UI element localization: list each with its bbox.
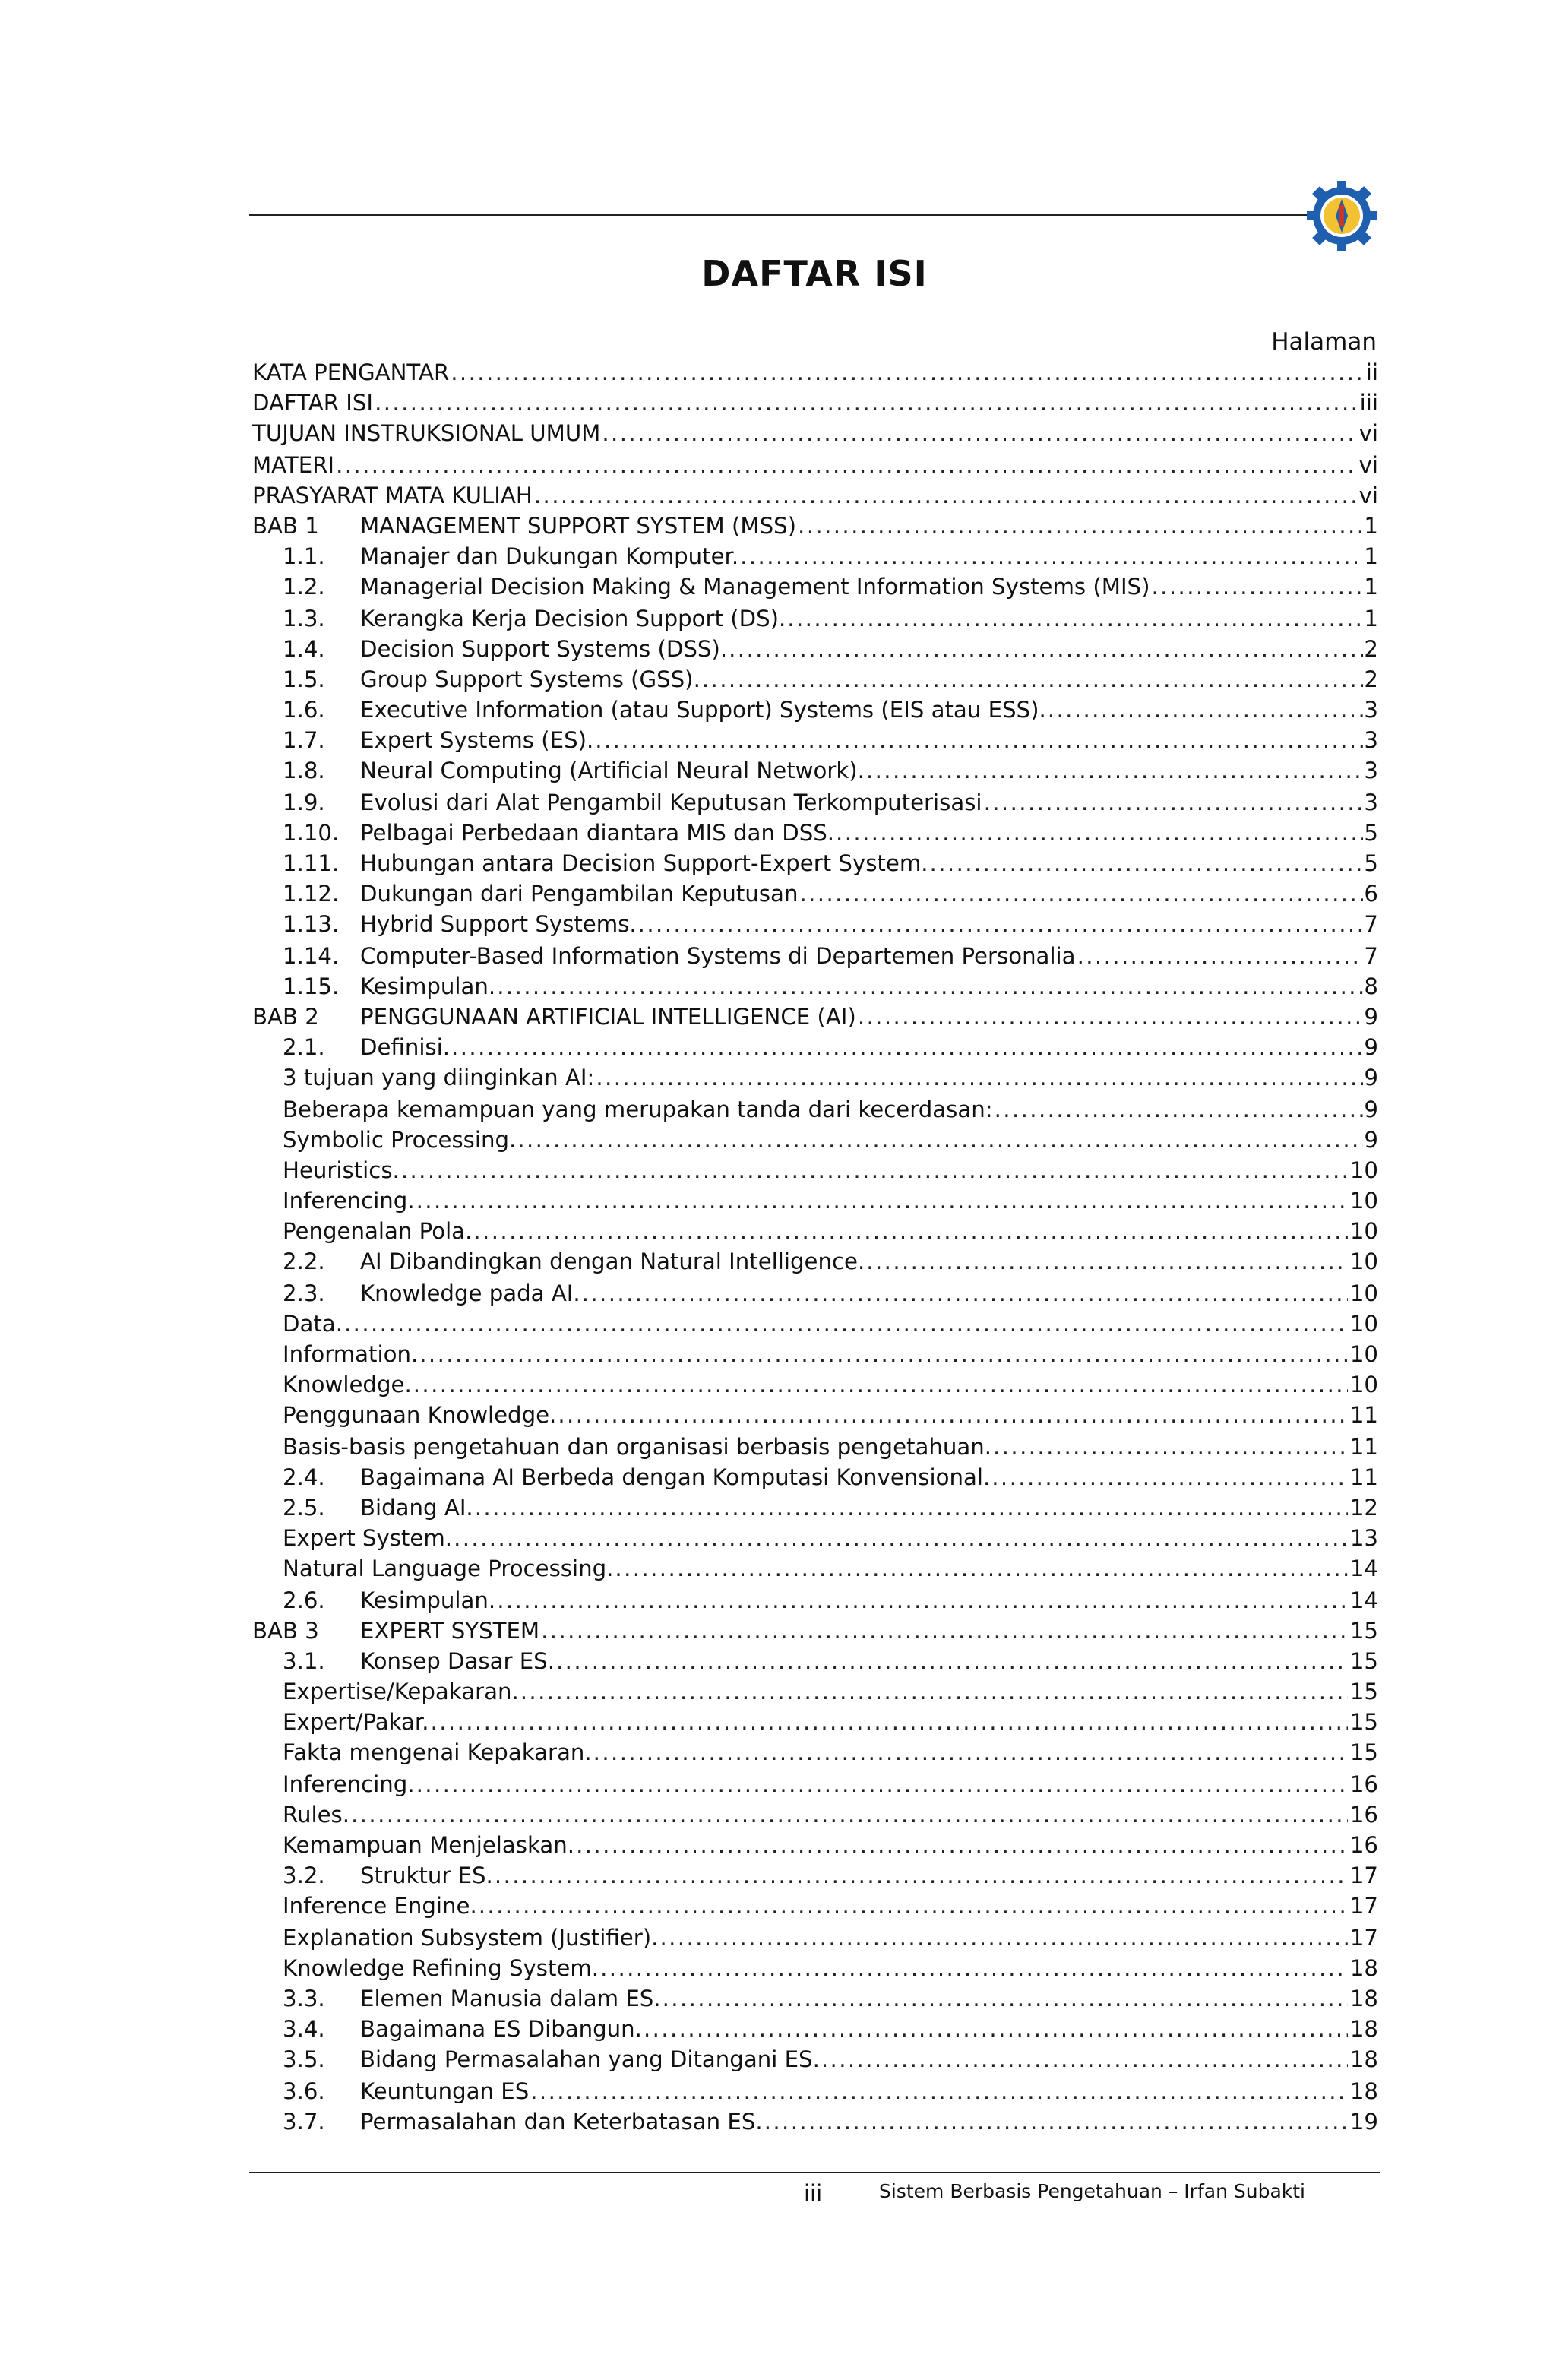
toc-entry-page: 1 bbox=[1364, 513, 1378, 540]
toc-entry-title: Basis-basis pengetahuan dan organisasi berbasis pengetahuan. bbox=[283, 1434, 992, 1461]
toc-entry[interactable] bbox=[252, 973, 1378, 1003]
toc-entry-page: 11 bbox=[1349, 1464, 1378, 1491]
toc-entry[interactable] bbox=[252, 1985, 1378, 2015]
toc-entry-title: Manajer dan Dukungan Komputer. bbox=[360, 544, 739, 571]
toc-entry[interactable] bbox=[252, 1432, 1378, 1463]
toc-entry-page: 2 bbox=[1364, 666, 1378, 693]
toc-dot-leader bbox=[596, 1065, 1362, 1095]
toc-entry-page: 15 bbox=[1349, 1648, 1378, 1675]
toc-entry-page: 17 bbox=[1349, 1863, 1378, 1890]
toc-dot-leader bbox=[615, 1556, 1348, 1586]
toc-entry-number: 1.2. bbox=[283, 574, 325, 601]
toc-dot-leader bbox=[413, 1371, 1349, 1401]
toc-dot-leader bbox=[1077, 942, 1363, 972]
toc-dot-leader bbox=[454, 1524, 1349, 1555]
toc-dot-leader bbox=[375, 389, 1358, 419]
toc-dot-leader bbox=[479, 1893, 1349, 1923]
toc-dot-leader bbox=[336, 451, 1358, 481]
toc-entry-title: Keuntungan ES bbox=[360, 2078, 530, 2104]
toc-entry-number: BAB 3 bbox=[252, 1618, 319, 1644]
toc-entry[interactable] bbox=[252, 1831, 1378, 1862]
toc-entry-title: Evolusi dari Alat Pengambil Keputusan Terkomputerisasi bbox=[360, 790, 982, 816]
toc-entry[interactable] bbox=[252, 512, 1378, 543]
toc-entry[interactable] bbox=[252, 2015, 1378, 2046]
toc-entry-title: Kesimpulan. bbox=[360, 1587, 496, 1613]
toc-entry-title: DAFTAR ISI bbox=[252, 391, 374, 417]
toc-entry[interactable] bbox=[252, 389, 1378, 419]
toc-entry-title: Elemen Manusia dalam ES. bbox=[360, 1986, 661, 2012]
toc-entry[interactable] bbox=[252, 1893, 1378, 1923]
toc-entry-title: Bagaimana AI Berbeda dengan Komputasi Konvensional. bbox=[360, 1464, 991, 1491]
toc-entry-title: Hybrid Support Systems. bbox=[360, 912, 637, 938]
toc-entry-page: 18 bbox=[1349, 2078, 1378, 2104]
page-column-label: Halaman bbox=[1271, 328, 1377, 356]
toc-entry-title: Kemampuan Menjelaskan. bbox=[283, 1833, 575, 1859]
toc-entry-title: Group Support Systems (GSS). bbox=[360, 666, 701, 693]
toc-entry-page: 9 bbox=[1364, 1004, 1378, 1030]
toc-entry-number: BAB 2 bbox=[252, 1004, 319, 1030]
toc-entry-title: Heuristics. bbox=[283, 1157, 400, 1184]
toc-entry-title: PRASYARAT MATA KULIAH bbox=[252, 483, 533, 509]
toc-entry-title: Inferencing. bbox=[283, 1188, 415, 1215]
toc-entry-page: vi bbox=[1358, 421, 1378, 448]
toc-entry-number: 1.7. bbox=[283, 728, 325, 755]
toc-entry-title: Dukungan dari Pengambilan Keputusan bbox=[360, 881, 799, 908]
toc-entry-title: Managerial Decision Making & Management Information Systems (MIS) bbox=[360, 574, 1150, 601]
footer-credit: Sistem Berbasis Pengetahuan – Irfan Subakti bbox=[879, 2179, 1305, 2202]
toc-entry[interactable] bbox=[252, 1187, 1378, 1217]
toc-entry-title: Knowledge pada AI. bbox=[360, 1280, 580, 1307]
toc-entry-page: 11 bbox=[1349, 1434, 1378, 1461]
toc-entry-page: 15 bbox=[1349, 1740, 1378, 1767]
toc-dot-leader bbox=[991, 1464, 1349, 1494]
toc-entry[interactable] bbox=[252, 543, 1378, 573]
toc-entry-page: 11 bbox=[1349, 1403, 1378, 1429]
toc-entry-title: Knowledge. bbox=[283, 1372, 412, 1399]
toc-entry-title: Struktur ES. bbox=[360, 1863, 493, 1890]
toc-dot-leader bbox=[993, 1432, 1349, 1463]
toc-entry[interactable] bbox=[252, 1218, 1378, 1249]
toc-entry-number: 2.6. bbox=[283, 1587, 325, 1613]
toc-dot-leader bbox=[576, 1831, 1349, 1862]
toc-entry-page: vi bbox=[1358, 452, 1378, 479]
toc-dot-leader bbox=[858, 1003, 1363, 1033]
toc-entry-page: 1 bbox=[1364, 544, 1378, 571]
toc-entry-page: 7 bbox=[1364, 912, 1378, 938]
toc-entry-number: 1.9. bbox=[283, 790, 325, 816]
toc-dot-leader bbox=[798, 512, 1362, 543]
toc-dot-leader bbox=[866, 1249, 1349, 1279]
toc-entry-page: 9 bbox=[1364, 1097, 1378, 1122]
toc-entry[interactable] bbox=[252, 1310, 1378, 1340]
toc-dot-leader bbox=[475, 1494, 1349, 1524]
toc-entry[interactable] bbox=[252, 1801, 1378, 1831]
toc-dot-leader bbox=[1048, 696, 1363, 726]
toc-entry[interactable] bbox=[252, 359, 1378, 389]
toc-dot-leader bbox=[556, 1647, 1349, 1678]
toc-entry-page: 17 bbox=[1349, 1925, 1378, 1951]
toc-entry-number: BAB 1 bbox=[252, 513, 319, 540]
footer-rule bbox=[249, 2172, 1380, 2173]
toc-dot-leader bbox=[419, 1340, 1349, 1371]
toc-entry[interactable] bbox=[252, 2077, 1378, 2107]
toc-entry-title: Expert Systems (ES). bbox=[360, 728, 594, 755]
toc-entry-number: 2.3. bbox=[283, 1280, 325, 1307]
toc-entry[interactable] bbox=[252, 1095, 1378, 1125]
toc-entry-page: 2 bbox=[1364, 636, 1378, 663]
toc-entry[interactable] bbox=[252, 1464, 1378, 1494]
toc-entry-page: 7 bbox=[1364, 943, 1378, 970]
toc-dot-leader bbox=[473, 1218, 1348, 1249]
toc-entry-title: Bagaimana ES Dibangun. bbox=[360, 2017, 642, 2043]
toc-entry-number: 2.1. bbox=[283, 1035, 325, 1062]
toc-entry-number: 1.4. bbox=[283, 636, 325, 663]
toc-entry[interactable] bbox=[252, 819, 1378, 850]
toc-entry[interactable] bbox=[252, 1709, 1378, 1739]
toc-entry-page: 16 bbox=[1349, 1771, 1378, 1798]
toc-dot-leader bbox=[729, 635, 1362, 665]
toc-entry-number: 1.3. bbox=[283, 606, 325, 631]
toc-entry-page: vi bbox=[1358, 483, 1378, 509]
toc-entry-page: 10 bbox=[1349, 1342, 1378, 1368]
toc-dot-leader bbox=[582, 1279, 1349, 1309]
toc-entry-page: 8 bbox=[1364, 973, 1378, 1000]
toc-entry-number: 2.2. bbox=[283, 1249, 325, 1276]
toc-entry-page: ii bbox=[1365, 360, 1378, 386]
toc-entry[interactable] bbox=[252, 2107, 1378, 2138]
toc-entry[interactable] bbox=[252, 1279, 1378, 1309]
toc-entry-title: Symbolic Processing. bbox=[283, 1127, 517, 1154]
toc-entry-page: 19 bbox=[1349, 2109, 1378, 2135]
toc-entry-page: 17 bbox=[1349, 1894, 1378, 1920]
toc-dot-leader bbox=[530, 2077, 1349, 2107]
page-title: DAFTAR ISI bbox=[701, 255, 928, 295]
toc-entry-title: Executive Information (atau Support) Systems (EIS atau ESS). bbox=[360, 698, 1046, 724]
toc-entry-number: 1.5. bbox=[283, 666, 325, 693]
toc-entry-number: 2.5. bbox=[283, 1495, 325, 1521]
toc-entry-title: Kerangka Kerja Decision Support (DS). bbox=[360, 606, 786, 631]
toc-entry-page: 10 bbox=[1349, 1219, 1378, 1245]
toc-entry-title: Expert/Pakar. bbox=[283, 1710, 429, 1736]
toc-entry-title: PENGGUNAAN ARTIFICIAL INTELLIGENCE (AI) bbox=[360, 1004, 856, 1030]
toc-entry-title: Inferencing. bbox=[283, 1771, 415, 1798]
footer-page-number: iii bbox=[804, 2182, 823, 2207]
toc-entry-title: 3 tujuan yang diinginkan AI: bbox=[283, 1065, 595, 1092]
toc-dot-leader bbox=[451, 1033, 1362, 1064]
toc-dot-leader bbox=[593, 1739, 1349, 1770]
toc-dot-leader bbox=[995, 1095, 1363, 1125]
toc-entry-page: 16 bbox=[1349, 1802, 1378, 1828]
toc-entry-page: 18 bbox=[1349, 1986, 1378, 2012]
toc-dot-leader bbox=[799, 880, 1362, 910]
toc-dot-leader bbox=[401, 1157, 1349, 1187]
toc-entry[interactable] bbox=[252, 1954, 1378, 1985]
toc-entry-page: iii bbox=[1359, 391, 1378, 417]
toc-entry-page: 1 bbox=[1364, 606, 1378, 631]
toc-entry-number: 3.3. bbox=[283, 1986, 325, 2012]
toc-dot-leader bbox=[517, 1125, 1362, 1156]
toc-entry-page: 18 bbox=[1349, 1955, 1378, 1982]
toc-dot-leader bbox=[602, 420, 1357, 451]
toc-entry[interactable] bbox=[252, 1065, 1378, 1095]
toc-entry-title: Definisi. bbox=[360, 1035, 451, 1062]
toc-entry[interactable] bbox=[252, 1616, 1378, 1647]
toc-entry-title: Konsep Dasar ES. bbox=[360, 1648, 555, 1675]
toc-dot-leader bbox=[659, 1923, 1348, 1954]
toc-dot-leader bbox=[497, 1586, 1349, 1616]
toc-entry[interactable] bbox=[252, 850, 1378, 880]
toc-entry-page: 18 bbox=[1349, 2017, 1378, 2043]
toc-entry-number: 1.1. bbox=[283, 544, 325, 571]
toc-entry-title: Bidang AI. bbox=[360, 1495, 473, 1521]
toc-entry[interactable] bbox=[252, 1739, 1378, 1770]
toc-entry-number: 3.7. bbox=[283, 2109, 325, 2135]
toc-entry-page: 12 bbox=[1349, 1495, 1378, 1521]
toc-dot-leader bbox=[431, 1709, 1349, 1739]
toc-entry[interactable] bbox=[252, 635, 1378, 665]
toc-entry[interactable] bbox=[252, 1003, 1378, 1033]
toc-entry-title: Expertise/Kepakaran. bbox=[283, 1679, 519, 1706]
toc-entry-title: Fakta mengenai Kepakaran. bbox=[283, 1740, 592, 1767]
toc-dot-leader bbox=[866, 758, 1362, 788]
toc-entry-page: 10 bbox=[1349, 1280, 1378, 1307]
toc-dot-leader bbox=[984, 788, 1363, 818]
toc-dot-leader bbox=[821, 2046, 1349, 2077]
toc-entry-title: Knowledge Refining System. bbox=[283, 1955, 599, 1982]
toc-dot-leader bbox=[497, 973, 1362, 1003]
toc-entry-page: 10 bbox=[1349, 1188, 1378, 1215]
toc-dot-leader bbox=[416, 1770, 1349, 1800]
toc-entry[interactable] bbox=[252, 1157, 1378, 1187]
toc-entry-page: 16 bbox=[1349, 1833, 1378, 1859]
toc-entry-title: Computer-Based Information Systems di Departemen Personalia bbox=[360, 943, 1076, 970]
toc-entry[interactable] bbox=[252, 1770, 1378, 1800]
toc-dot-leader bbox=[644, 2015, 1349, 2046]
toc-entry-title: MANAGEMENT SUPPORT SYSTEM (MSS) bbox=[360, 513, 797, 540]
toc-entry-number: 1.6. bbox=[283, 698, 325, 724]
toc-dot-leader bbox=[638, 911, 1363, 942]
toc-entry[interactable] bbox=[252, 1586, 1378, 1616]
toc-entry[interactable] bbox=[252, 1923, 1378, 1954]
toc-entry[interactable] bbox=[252, 420, 1378, 451]
toc-entry-page: 14 bbox=[1349, 1587, 1378, 1613]
toc-entry-page: 13 bbox=[1349, 1526, 1378, 1552]
toc-entry-number: 1.10. bbox=[283, 820, 340, 847]
university-gear-emblem-icon bbox=[1301, 178, 1383, 254]
toc-entry[interactable] bbox=[252, 1340, 1378, 1371]
toc-entry[interactable] bbox=[252, 788, 1378, 818]
toc-entry-page: 18 bbox=[1349, 2047, 1378, 2074]
toc-entry-number: 3.4. bbox=[283, 2017, 325, 2043]
toc-entry-title: AI Dibandingkan dengan Natural Intelligence. bbox=[360, 1249, 865, 1276]
toc-dot-leader bbox=[836, 819, 1362, 850]
toc-entry-number: 1.13. bbox=[283, 912, 340, 938]
toc-entry[interactable] bbox=[252, 1556, 1378, 1586]
toc-entry-page: 15 bbox=[1349, 1710, 1378, 1736]
table-of-contents bbox=[252, 359, 1378, 2138]
toc-entry-number: 1.12. bbox=[283, 881, 340, 908]
toc-entry-number: 3.1. bbox=[283, 1648, 325, 1675]
toc-entry-title: Explanation Subsystem (Justifier). bbox=[283, 1925, 659, 1951]
toc-entry-title: Permasalahan dan Keterbatasan ES. bbox=[360, 2109, 763, 2135]
toc-dot-leader bbox=[740, 543, 1362, 573]
toc-entry[interactable] bbox=[252, 696, 1378, 726]
toc-entry-page: 3 bbox=[1364, 728, 1378, 755]
toc-entry-page: 15 bbox=[1349, 1618, 1378, 1644]
toc-entry-page: 14 bbox=[1349, 1556, 1378, 1583]
toc-entry-title: Pelbagai Perbedaan diantara MIS dan DSS. bbox=[360, 820, 835, 847]
toc-entry-number: 3.6. bbox=[283, 2078, 325, 2104]
toc-entry-number: 1.15. bbox=[283, 973, 340, 1000]
toc-entry[interactable] bbox=[252, 1371, 1378, 1401]
toc-entry[interactable] bbox=[252, 1524, 1378, 1555]
toc-entry-number: 1.8. bbox=[283, 758, 325, 785]
toc-entry-title: EXPERT SYSTEM bbox=[360, 1618, 540, 1644]
toc-entry[interactable] bbox=[252, 1402, 1378, 1432]
toc-entry-title: Neural Computing (Artificial Neural Network). bbox=[360, 758, 865, 785]
toc-entry-page: 3 bbox=[1364, 790, 1378, 816]
toc-entry-page: 9 bbox=[1364, 1065, 1378, 1092]
toc-entry-page: 3 bbox=[1364, 758, 1378, 785]
toc-dot-leader bbox=[534, 482, 1358, 512]
toc-entry-title: Hubungan antara Decision Support-Expert System. bbox=[360, 851, 928, 877]
toc-entry-number: 1.11. bbox=[283, 851, 340, 877]
toc-dot-leader bbox=[520, 1678, 1349, 1708]
toc-entry-title: Bidang Permasalahan yang Ditangani ES. bbox=[360, 2047, 820, 2074]
toc-dot-leader bbox=[558, 1402, 1349, 1432]
toc-dot-leader bbox=[1152, 574, 1363, 604]
toc-entry-title: TUJUAN INSTRUKSIONAL UMUM bbox=[252, 421, 601, 448]
toc-entry-title: Penggunaan Knowledge. bbox=[283, 1403, 557, 1429]
header-rule bbox=[249, 214, 1316, 216]
toc-dot-leader bbox=[663, 1985, 1349, 2015]
toc-dot-leader bbox=[764, 2107, 1349, 2138]
toc-entry-title: KATA PENGANTAR bbox=[252, 360, 450, 386]
toc-entry-title: Pengenalan Pola. bbox=[283, 1219, 473, 1245]
toc-entry[interactable] bbox=[252, 1033, 1378, 1064]
toc-entry[interactable] bbox=[252, 666, 1378, 696]
toc-entry[interactable] bbox=[252, 604, 1378, 635]
toc-entry[interactable] bbox=[252, 1494, 1378, 1524]
toc-entry[interactable] bbox=[252, 1249, 1378, 1279]
toc-entry[interactable] bbox=[252, 1125, 1378, 1156]
toc-entry[interactable] bbox=[252, 2046, 1378, 2077]
toc-entry-number: 2.4. bbox=[283, 1464, 325, 1491]
toc-dot-leader bbox=[702, 666, 1363, 696]
toc-entry-title: Decision Support Systems (DSS). bbox=[360, 636, 728, 663]
toc-entry-title: Beberapa kemampuan yang merupakan tanda dari kecerdasan: bbox=[283, 1097, 993, 1122]
toc-entry-title: Rules. bbox=[283, 1802, 350, 1828]
toc-entry-page: 10 bbox=[1349, 1157, 1378, 1184]
toc-entry[interactable] bbox=[252, 758, 1378, 788]
toc-entry[interactable] bbox=[252, 727, 1378, 758]
toc-dot-leader bbox=[416, 1187, 1349, 1217]
toc-entry-page: 9 bbox=[1364, 1127, 1378, 1154]
toc-entry[interactable] bbox=[252, 942, 1378, 972]
toc-entry[interactable] bbox=[252, 451, 1378, 481]
toc-entry[interactable] bbox=[252, 482, 1378, 512]
toc-entry[interactable] bbox=[252, 911, 1378, 942]
toc-entry-number: 3.5. bbox=[283, 2047, 325, 2074]
toc-entry-page: 5 bbox=[1364, 851, 1378, 877]
toc-dot-leader bbox=[344, 1310, 1349, 1340]
toc-entry-page: 1 bbox=[1364, 574, 1378, 601]
toc-entry-page: 5 bbox=[1364, 820, 1378, 847]
toc-entry-page: 3 bbox=[1364, 698, 1378, 724]
toc-entry[interactable] bbox=[252, 574, 1378, 604]
toc-entry-title: Kesimpulan. bbox=[360, 973, 496, 1000]
toc-dot-leader bbox=[351, 1801, 1349, 1831]
toc-dot-leader bbox=[541, 1616, 1349, 1647]
toc-entry-number: 1.14. bbox=[283, 943, 340, 970]
toc-entry-title: MATERI bbox=[252, 452, 335, 479]
toc-entry-title: Data. bbox=[283, 1311, 343, 1337]
toc-dot-leader bbox=[595, 727, 1362, 758]
toc-entry[interactable] bbox=[252, 1678, 1378, 1708]
toc-entry-page: 6 bbox=[1364, 881, 1378, 908]
toc-entry[interactable] bbox=[252, 880, 1378, 910]
toc-dot-leader bbox=[495, 1862, 1349, 1892]
toc-entry-title: Natural Language Processing. bbox=[283, 1556, 614, 1583]
toc-entry-page: 15 bbox=[1349, 1679, 1378, 1706]
toc-entry-title: Information. bbox=[283, 1342, 419, 1368]
toc-entry-page: 10 bbox=[1349, 1249, 1378, 1276]
toc-entry-title: Expert System. bbox=[283, 1526, 453, 1552]
toc-dot-leader bbox=[787, 604, 1362, 635]
toc-entry-number: 3.2. bbox=[283, 1863, 325, 1890]
toc-entry[interactable] bbox=[252, 1647, 1378, 1678]
toc-dot-leader bbox=[930, 850, 1363, 880]
toc-entry-title: Inference Engine. bbox=[283, 1894, 477, 1920]
toc-entry-page: 10 bbox=[1349, 1372, 1378, 1399]
toc-entry[interactable] bbox=[252, 1862, 1378, 1892]
toc-dot-leader bbox=[600, 1954, 1349, 1985]
toc-entry-page: 10 bbox=[1349, 1311, 1378, 1337]
toc-dot-leader bbox=[451, 359, 1365, 389]
toc-entry-page: 9 bbox=[1364, 1035, 1378, 1062]
